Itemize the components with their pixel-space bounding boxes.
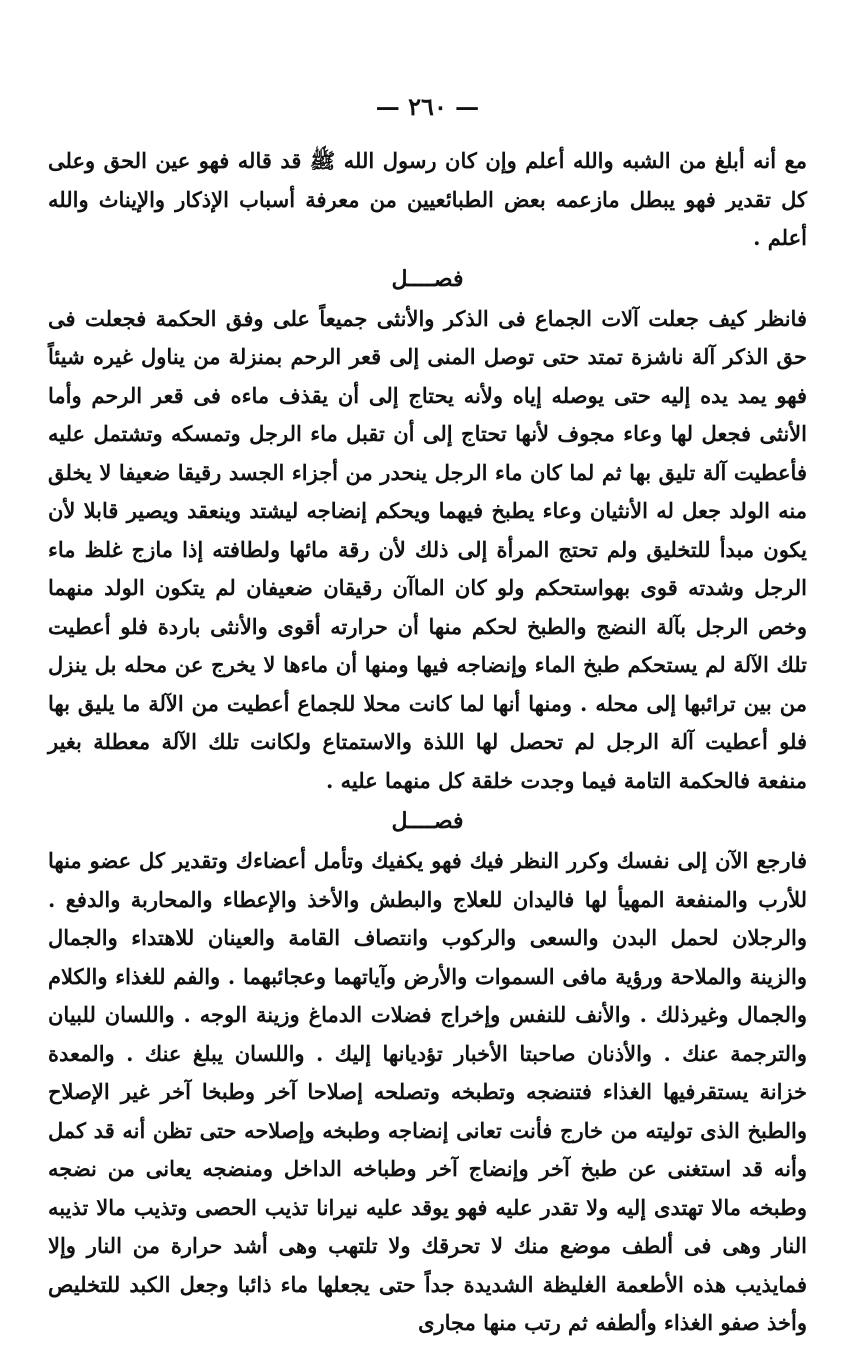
paragraph-reproductive-organs: فانظر كيف جعلت آلات الجماع فى الذكر والأنثى جميعاً على وفق الحكمة فجعلت فى حق الذكر آلة ناشزة تمتد حتى توصل المنى إلى قعر الرحم بمنزلة من يناول غيره شيئاً فهو يمد يده إليه حتى يوصله إياه ولأنه يحتاج إلى أن يقذف ماءه فى قعر الرحم وأما الأنثى فجعل لها وعاء مجوف لأنها تحتاج إلى أن تقبل ماء الرجل وتمسكه وتشتمل عليه فأعطيت آلة تليق بها ثم لما كان ماء الرجل ينحدر من أجزاء الجسد رقيقا ضعيفا لا يخلق منه الولد جعل له الأنثيان وعاء يطبخ فيهما ويحكم إنضاجه ليشتد وينعقد ويصير قابلا لأن يكون مبدأ للتخليق ولم تحتج المرأة إلى ذلك لأن رقة مائها ولطافته إذا مازج غلظ ماء الرجل وشدته قوى بهواستحكم ولو كان الماآن رقيقان ضعيفان لم يتكون الولد منهما وخص الرجل بآلة النضج والطبخ لحكم منها أن حرارته أقوى والأنثى باردة فلو أعطيت تلك الآلة لم يستحكم طبخ الماء وإنضاجه فيها ومنها أن ماءها لا يخرج عن محله بل ينزل من بين ترائبها إلى محله . ومنها أنها لما كانت محلا للجماع أعطيت من الآلة ما يليق بها فلو أعطيت آلة الرجل لم تحصل لها اللذة والاستمتاع ولكانت تلك الآلة معطلة بغير منفعة فالحكمة التامة فيما وجدت خلقة كل منهما عليه . <box>48 305 807 793</box>
paragraph-body-organs: فارجع الآن إلى نفسك وكرر النظر فيك فهو يكفيك وتأمل أعضاءك وتقدير كل عضو منها للأرب والمنفعة المهيأ لها فاليدان للعلاج والبطش والأخذ والإعطاء والمحاربة والدفع . والرجلان لحمل البدن والسعى والركوب وانتصاف القامة والعينان للاهتداء والجمال والزينة والملاحة ورؤية مافى السموات والأرض وآياتهما وعجائبهما . والفم للغذاء والكلام والجمال وغيرذلك . والأنف للنفس وإخراج فضلات الدماغ وزينة الوجه . واللسان للبيان والترجمة عنك . والأذنان صاحبتا الأخبار تؤديانها إليك . واللسان يبلغ عنك . والمعدة خزانة يستقرفيها الغذاء فتنضجه وتطبخه وتصلحه إصلاحا آخر وطبخا آخر غير الإصلاح والطبخ الذى توليته من خارج فأنت تعانى إنضاجه وطبخه وإصلاحه حتى تظن أنه قد كمل وأنه قد استغنى عن طبخ آخر وإنضاج آخر وطباخه الداخل ومنضجه يعانى من نضجه وطبخه مالا تهتدى إليه ولا تقدر عليه فهو يوقد عليه نيرانا تذيب الحصى وتذيب مالا تذيبه النار وهى فى ألطف موضع منك لا تحرقك ولا تلتهب وهى أشد حرارة من النار وإلا فمايذيب هذه الأطعمة الغليظة الشديدة جداً حتى يجعلها ماء ذائبا وجعل الكبد للتخليص وأخذ صفو الغذاء وألطفه ثم رتب منها مجارى <box>48 848 807 1335</box>
section-heading-label: فصــــل <box>391 265 464 292</box>
page-number: — ٢٦٠ — <box>375 92 480 121</box>
section-heading-label: فصــــل <box>391 808 464 834</box>
section-heading-1 <box>48 260 807 298</box>
paragraph-intro: مع أنه أبلغ من الشبه والله أعلم وإن كان رسول الله ﷺ قد قاله فهو عين الحق وعلى كل تقدير فهو يبطل مازعمه بعض الطبائعيين من معرفة أسباب الإذكار والإيناث والله أعلم . <box>48 148 807 250</box>
section-heading-2 <box>48 802 807 840</box>
